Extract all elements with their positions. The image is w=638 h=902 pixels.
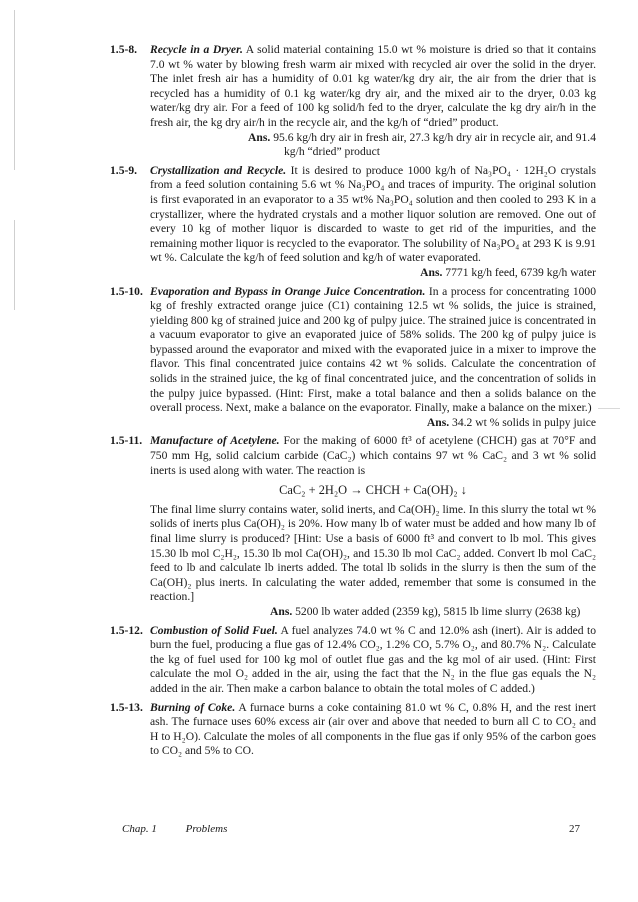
problem-number: 1.5-8. — [110, 43, 138, 56]
problem-1-5-13 — [110, 700, 597, 759]
answer-label: Ans. — [420, 265, 443, 279]
answer — [150, 416, 596, 431]
page-number: 27 — [569, 823, 580, 835]
answer-text: 5200 lb water added (2359 kg), 5815 lb lime slurry (2638 kg) — [292, 604, 581, 618]
problem-text: A solid material containing 15.0 wt % moisture is dried so that it contains 7.0 wt % water by blowing fresh warm air mixed with recycled air over the solid in the dryer. The inlet fresh air has a humidity of 0.01 kg water/kg dry air, the air from the drier that is recycled has a humidity of 0.1 kg water/kg dry air, and the mixed air to the dryer, 0.03 kg water/kg dry air. For a feed of 100 kg solid/h fed to the dryer, calculate the kg dry air/h in the fresh air, the kg dry air/h in the recycle air, and the kg/h of “dried” product. — [150, 43, 596, 129]
problem-1-5-10 — [110, 284, 597, 431]
problem-number: 1.5-9. — [110, 163, 138, 177]
problem-text: A fuel analyzes 74.0 wt % C and 12.0% ash (inert). Air is added to burn the fuel, producing a flue gas of 12.4% CO₂, 1.2% CO, 5.7% O₂, and 80.7% N₂. Calculate the kg of fuel used for 100 kg mol of outlet flue gas and the kg mol of air used. (Hint: First calculate the mol O₂ added in the air, using the fact that the N₂ in the flue gas equals the N₂ added in the air. Then make a carbon balance to obtain the total moles of C added.) — [150, 623, 596, 695]
problem-1-5-12 — [110, 623, 596, 697]
footer-section: Problems — [185, 823, 228, 835]
problem-text: A furnace burns a coke containing 81.0 wt % C, 0.8% H, and the rest inert ash. The furnace uses 60% excess air (air over and above that needed to burn all C to CO₂ and H to H₂O). Calculate the moles of all components in the flue gas if only 95% of the carbon goes to CO₂ and 5% to CO. — [150, 700, 597, 758]
problem-1-5-9 — [110, 163, 596, 281]
reaction-equation: CaC₂ + 2H₂O → CHCH + Ca(OH)₂ ↓ — [279, 483, 467, 498]
answer-text: 34.2 wt % solids in pulpy juice — [449, 415, 596, 429]
answer — [150, 131, 596, 160]
answer — [150, 605, 596, 620]
problem-1-5-8 — [110, 43, 596, 160]
problem-number: 1.5-10. — [110, 284, 143, 298]
answer-label: Ans. — [426, 415, 450, 429]
problem-number: 1.5-13. — [110, 700, 143, 714]
problem-number: 1.5-12. — [110, 623, 143, 637]
page-footer — [122, 823, 580, 835]
page-edge-line — [14, 10, 15, 170]
answer-text: 7771 kg/h feed, 6739 kg/h water — [442, 265, 596, 279]
problem-title: Burning of Coke. — [150, 700, 236, 714]
problems-page — [110, 43, 597, 763]
problem-1-5-11 — [110, 434, 596, 619]
problem-text: It is desired to produce 1000 kg/h of Na₃PO₄ · 12H₂O crystals from a feed solution containing 5.6 wt % Na₃PO₄ and traces of impurity. The original solution is first evaporated in an evaporator to a 35 wt% Na₃PO₄ solution and then cooled to 293 K in a crystallizer, where the hydrated crystals and a mother liquor solution are removed. One out of every 10 kg of mother liquor is discarded to waste to get rid of the impurities, and the remaining mother liquor is recycled to the evaporator. The solubility of Na₃PO₄ at 293 K is 9.91 wt %. Calculate the kg/h of feed solution and kg/h of water evaporated. — [150, 163, 596, 265]
answer-label: Ans. — [248, 130, 271, 144]
problem-title: Crystallization and Recycle. — [150, 163, 287, 177]
problem-text: In a process for concentrating 1000 kg of freshly extracted orange juice (C1) containing 12.5 wt % solids, the juice is strained, yielding 800 kg of strained juice and 200 kg of pulpy juice. The strained juice is concentrated in a vacuum evaporator to give an evaporated juice of 58% solids. The 200 kg of pulpy juice is bypassed around the evaporator and mixed with the evaporated juice in a mixer to improve the flavor. This final concentrated juice contains 42 wt % solids. Calculate the concentration of solids in the strained juice, the kg of final concentrated juice, and the concentration of solids in the pulpy juice bypassed. (Hint: First, make a total balance and then a solids balance on the overall process. Next, make a balance on the evaporator. Finally, make a balance on the mixer.) — [150, 284, 597, 415]
problem-number: 1.5-11. — [110, 434, 143, 448]
problem-text-continued: The final lime slurry contains water, solid inerts, and Ca(OH)₂ lime. In this slurry the total wt % solids of inerts plus Ca(OH)₂ is 20%. How many lb of water must be added and how many lb of final lime slurry is produced? [Hint: Use a basis of 6000 ft³ and convert to lb mol. This gives 15.30 lb mol C₂H₂, 15.30 lb mol Ca(OH)₂, and 15.30 lb mol CaC₂ added. Convert lb mol CaC₂ feed to lb and calculate lb inerts added. The total lb solids in the slurry is then the sum of the Ca(OH)₂ plus inerts. In calculating the water added, remember that some is consumed in the reaction.] — [150, 502, 596, 604]
problem-title: Evaporation and Bypass in Orange Juice Concentration. — [150, 284, 426, 298]
problem-title: Manufacture of Acetylene. — [150, 434, 280, 448]
answer — [150, 266, 596, 281]
footer-chapter: Chap. 1 — [122, 823, 157, 835]
problem-title: Combustion of Solid Fuel. — [150, 623, 278, 637]
page-edge-line — [14, 220, 15, 310]
answer-text: 95.6 kg/h dry air in fresh air, 27.3 kg/h dry air in recycle air, and 91.4 kg/h “dried” product — [270, 130, 596, 159]
problem-text: For the making of 6000 ft³ of acetylene (CHCH) gas at 70°F and 750 mm Hg, solid calcium carbide (CaC₂) which contains 97 wt % CaC₂ and 3 wt % solid inerts is used along with water. The reaction is — [150, 434, 596, 477]
problem-title: Recycle in a Dryer. — [150, 43, 243, 56]
scan-mark — [598, 408, 620, 409]
answer-label: Ans. — [270, 604, 293, 618]
